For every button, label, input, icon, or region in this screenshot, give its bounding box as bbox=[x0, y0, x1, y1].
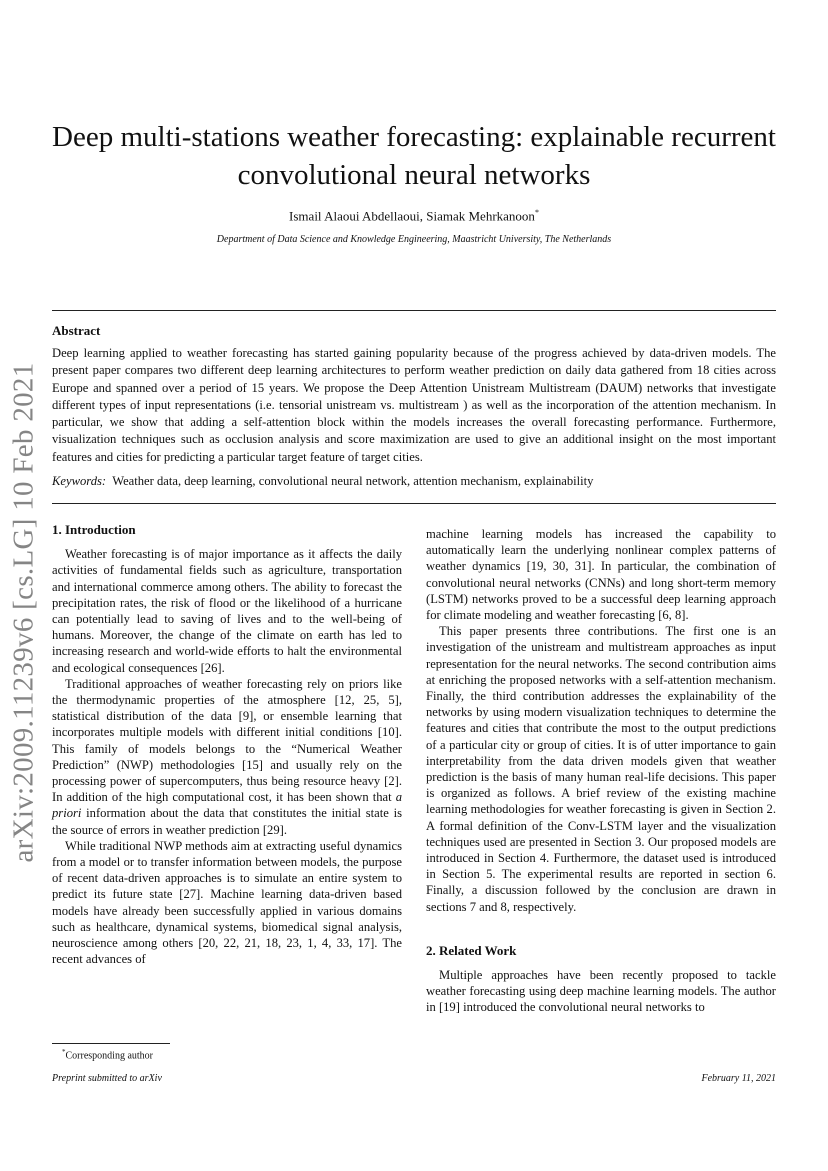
footnote-text: Corresponding author bbox=[65, 1050, 153, 1062]
section-1-paragraph-3: While traditional NWP methods aim at extracting useful dynamics from a model or to transfer information between models, the purpose of recent data-driven approaches is to simulate an entire system to predict its future state [27]. Machine learning data-driven based models have already been successfully applied in various domains such as healthcare, dynamical systems, biomedical signal analysis, neuroscience among others [20, 22, 21, 18, 23, 1, 4, 33, 17]. The recent advances of bbox=[52, 838, 402, 967]
affiliation: Department of Data Science and Knowledge Engineering, Maastricht University, The Netherlands bbox=[216, 234, 612, 245]
section-1-paragraph-2-start: Traditional approaches of weather forecasting rely on priors like the thermodynamic properties of the atmosphere [12, 25, 5], statistical distribution of the data [9], or ensemble learning that incorporates multiple models with different initial conditions [10]. This family of models belongs to the “Numerical Weather Prediction” (NWP) methodologies [15] and usually rely on the processing power of supercomputers, thus being resource heavy [2]. In addition of the high computational cost, it has been shown that bbox=[52, 676, 402, 805]
arxiv-identifier: arXiv:2009.11239v6 [cs.LG] 10 Feb 2021 bbox=[7, 361, 40, 863]
keywords-line bbox=[52, 474, 776, 489]
top-divider bbox=[52, 310, 776, 311]
author-footnote-mark: * bbox=[534, 208, 539, 217]
footnote-divider bbox=[52, 1043, 170, 1044]
title-line-1: Deep multi-stations weather forecasting: explainable recurrent bbox=[52, 121, 776, 153]
section-1-paragraph-4: machine learning models has increased the capability to automatically learn the underlying nonlinear complex patterns of weather dynamics [19, 30, 31]. In particular, the combination of convolutional neural networks (CNNs) and long short-term memory (LSTM) networks proved to be a successful deep learning approach for climate modeling and weather forecasting [6, 8]. bbox=[426, 527, 776, 623]
paper-title bbox=[40, 118, 788, 194]
author-list bbox=[40, 208, 788, 224]
a-priori-term: a priori bbox=[52, 790, 402, 821]
footer-preprint-note: Preprint submitted to arXiv bbox=[52, 1073, 162, 1084]
section-1-paragraph-5: This paper presents three contributions. The first one is an investigation of the unistream and multistream approaches as input representation for the neural networks. The second contribution aims at enriching the proposed networks with a self-attention mechanism. Finally, the third contribution addresses the explainability of the networks by using modern visualization techniques to determine the features and cities that contribute the most to the output predictions of a particular city or group of cities. It is of utter importance to gain interpretability from the data driven models given that weather prediction is the basis of many human real-life decisions. This paper is organized as follows. A brief review of the existing machine learning methodologies for weather forecasting is given in Section 2. A formal definition of the Conv-LSTM layer and the visualization techniques used are presented in Section 3. Our proposed models are introduced in Section 4. Furthermore, the dataset used is introduced in Section 5. The experimental results are reported in section 6. Finally, a discussion followed by the conclusion are drawn in sections 7 and 8, respectively. bbox=[426, 624, 776, 914]
footer-date: February 11, 2021 bbox=[701, 1073, 776, 1084]
keywords-list: Weather data, deep learning, convolutional neural network, attention mechanism, explainability bbox=[112, 474, 594, 488]
left-column bbox=[52, 522, 402, 967]
abstract-text: Deep learning applied to weather forecasting has started gaining popularity because of the progress achieved by data-driven models. The present paper compares two different deep learning architectures to perform weather prediction on daily data gathered from 18 cities across Europe and spanned over a period of 15 years. We propose the Deep Attention Unistream Multistream (DAUM) networks that investigate different types of input representations (i.e. tensorial unistream vs. multistream ) as well as the incorporation of the attention mechanism. In particular, we show that adding a self-attention block within the models increases the overall forecasting performance. Furthermore, visualization techniques such as occlusion analysis and score maximization are used to give an additional insight on the most important features and cities for predicting a particular target feature of target cities. bbox=[52, 346, 776, 464]
section-2-paragraph-1: Multiple approaches have been recently proposed to tackle weather forecasting using deep machine learning models. The author in [19] introduced the convolutional neural networks to bbox=[426, 968, 776, 1015]
right-column bbox=[426, 526, 776, 1016]
section-1-heading: 1. Introduction bbox=[52, 522, 136, 537]
section-1-paragraph-2 bbox=[52, 676, 402, 838]
section-gap bbox=[426, 915, 776, 943]
footnote bbox=[62, 1048, 153, 1061]
author-names: Ismail Alaoui Abdellaoui, Siamak Mehrkanoon bbox=[289, 208, 535, 224]
section-1-paragraph-1: Weather forecasting is of major importance as it affects the daily activities of fundamental fields such as agriculture, transportation and international commerce among others. The ability to forecast the precipitation rates, the risk of flood or the likelihood of a hurricane can potentially lead to saving of lives and to the well-being of humans. Moreover, the change of the climate on earth has led to increasing research and world-wide efforts to halt the environmental and ecological consequences [26]. bbox=[52, 547, 402, 675]
arxiv-side-stamp bbox=[2, 352, 46, 872]
abstract-heading: Abstract bbox=[52, 323, 101, 338]
keywords-label: Keywords: bbox=[52, 474, 107, 488]
section-2-heading: 2. Related Work bbox=[426, 942, 517, 958]
footnote-mark: * bbox=[62, 1048, 66, 1056]
abstract-bottom-divider bbox=[52, 503, 776, 504]
title-line-2: convolutional neural networks bbox=[237, 159, 591, 191]
section-1-paragraph-2-end: information about the data that constitutes the initial state is the source of errors in weather prediction [29]. bbox=[52, 806, 402, 837]
